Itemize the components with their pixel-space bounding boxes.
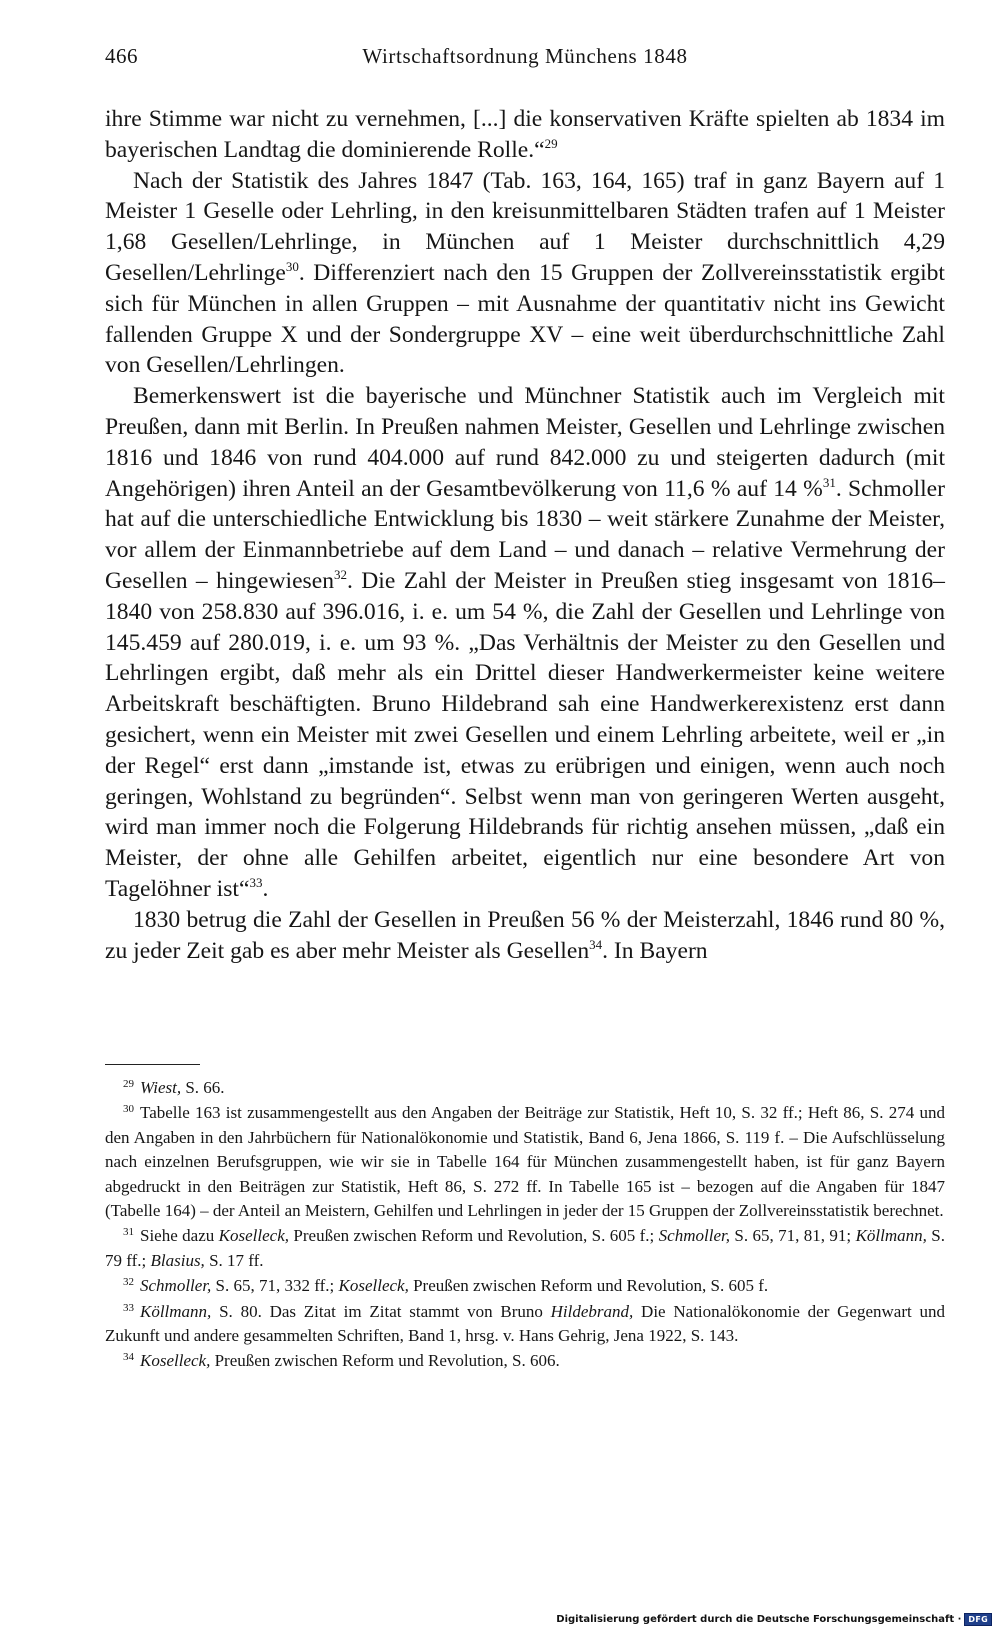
- author-name: Wiest,: [140, 1078, 182, 1097]
- dfg-logo: DFG: [964, 1613, 992, 1626]
- paragraph-text: 1830 betrug die Zahl der Gesellen in Preußen 56 % der Meisterzahl, 1846 rund 80 %, zu jeder Zeit gab es aber mehr Meister als Gesellen: [105, 906, 945, 964]
- footnote-separator: [105, 1064, 200, 1065]
- author-name: Koselleck,: [338, 1276, 409, 1296]
- paragraph-text: ihre Stimme war nicht zu vernehmen, [...] die konservativen Kräfte spielten ab 1834 im bayerischen Landtag die dominierende Rolle.“: [105, 106, 945, 163]
- footnote-text: Siehe dazu: [140, 1226, 219, 1246]
- page-header: [105, 44, 945, 80]
- footnote-text: S. 66.: [181, 1078, 225, 1097]
- main-text: [105, 104, 945, 966]
- footnote-text: S. 79 ff.;: [105, 1226, 945, 1270]
- paragraph-text: Nach der Statistik des Jahres 1847 (Tab. 163, 164, 165) traf in ganz Bayern auf 1 Meister 1 Geselle oder Lehrling, in den kreisunmittelbaren Städten trafen auf 1 Meister 1,68 Gesellen/Lehrlinge, in München auf 1 Meister durchschnittlich 4,29 Gesellen/Lehrlinge: [105, 167, 945, 286]
- author-name: Blasius,: [150, 1250, 205, 1270]
- footnote: [105, 1300, 945, 1349]
- footnote-number: 33: [123, 1301, 134, 1314]
- footnote-text: Preußen zwischen Reform und Revolution, S. 606.: [210, 1351, 560, 1371]
- credit-text: Digitalisierung gefördert durch die Deutsche Forschungsgemeinschaft ·: [556, 1614, 962, 1625]
- footnote-text: S. 80. Das Zitat im Zitat stammt von Bruno: [211, 1301, 551, 1321]
- author-name: Hildebrand,: [550, 1301, 634, 1321]
- footnote-number: 32: [123, 1276, 134, 1289]
- paragraph: [105, 104, 945, 166]
- footnote-ref: 31: [822, 474, 836, 490]
- footnote: [105, 1101, 945, 1223]
- footnote-ref: 33: [249, 874, 263, 890]
- digitization-credit: [556, 1613, 992, 1626]
- paragraph: [105, 381, 945, 905]
- footnote-text: Die Nationalökonomie der Gegenwart und Zukunft und andere gesammelten Schriften, Band 1, hrsg. v. Hans Gehrig, Jena 1922, S. 143.: [105, 1301, 946, 1346]
- author-name: Köllmann,: [140, 1301, 212, 1321]
- footnote-text: S. 65, 71, 332 ff.;: [211, 1276, 339, 1296]
- paragraph: [105, 166, 945, 382]
- footnote-text: Tabelle 163 ist zusammengestellt aus den Angaben der Beiträge zur Statistik, Heft 10, S. 32 ff.; Heft 86, S. 274 und den Angaben in den Jahrbüchern für Nationalökonomie und Statistik, Band 6, Jena 1866, S. 119 f. – Die Aufschlüsselung nach einzelnen Berufsgruppen, wie wir sie in Tabelle 164 für München zusammengestellt haben, ist für ganz Bayern abgedruckt in den Beiträgen zur Statistik, Heft 86, S. 272 ff. In Tabelle 165 ist – bezogen auf die Angaben für 1847 (Tabelle 164) – der Anteil an Meistern, Gehilfen und Lehrlingen in jeder der 15 Gruppen der Zollvereinsstatistik berechnet.: [105, 1103, 945, 1221]
- paragraph-text: . Schmoller hat auf die unterschiedliche Entwicklung bis 1830 – weit stärkere Zunahme der Meister, vor allem der Einmannbetriebe auf dem Land – und danach – relative Vermehrung der Gesellen – hingewiesen: [105, 475, 945, 594]
- footnote-text: S. 65, 71, 81, 91;: [729, 1226, 856, 1246]
- paragraph-text: . Die Zahl der Meister in Preußen stieg insgesamt von 1816–1840 von 258.830 auf 396.016, i. e. um 54 %, die Zahl der Gesellen und Lehrlinge von 145.459 auf 280.019, i. e. um 93 %. „Das Verhältnis der Meister zu den Gesellen und Lehrlingen ergibt, daß mehr als ein Drittel dieser Handwerkermeister keine weitere Arbeitskraft beschäftigten. Bruno Hildebrand sah eine Handwerkerexistenz erst dann gesichert, wenn ein Meister mit zwei Gesellen und einem Lehrling arbeitete, weil er „in der Regel“ erst dann „imstande ist, etwas zu erübrigen und einigen, wenn auch noch geringen, Wohlstand zu begründen“. Selbst wenn man von geringeren Werten ausgeht, wird man immer noch die Folgerung Hildebrands für richtig ansehen müssen, „daß ein Meister, der ohne alle Gehilfen arbeitet, eigentlich nur eine besondere Art von Tagelöhner ist“: [105, 567, 945, 902]
- author-name: Schmoller,: [658, 1226, 730, 1246]
- footnote-text: S. 17 ff.: [204, 1250, 264, 1270]
- author-name: Köllmann,: [855, 1226, 927, 1246]
- footnote: [105, 1076, 945, 1100]
- paragraph-text: . Differenziert nach den 15 Gruppen der Zollvereinsstatistik ergibt sich für München in allen Gruppen – mit Ausnahme der quantitativ nicht ins Gewicht fallenden Gruppe X und der Sondergruppe XV – eine weit überdurchschnittliche Zahl von Gesellen/Lehrlingen.: [105, 259, 945, 379]
- author-name: Koselleck,: [140, 1351, 211, 1371]
- paragraph-text: Bemerkenswert ist die bayerische und Münchner Statistik auch im Vergleich mit Preußen, dann mit Berlin. In Preußen nahmen Meister, Gesellen und Lehrlinge zwischen 1816 und 1846 von rund 404.000 auf rund 842.000 zu und steigerten dadurch (mit Angehörigen) ihren Anteil an der Gesamtbevölkerung von 11,6 % auf 14 %: [105, 383, 945, 502]
- footnote: [105, 1224, 945, 1273]
- footnote-number: 30: [123, 1103, 134, 1116]
- author-name: Schmoller,: [140, 1276, 212, 1296]
- footnote-number: 29: [123, 1078, 134, 1090]
- footnote-ref: 32: [334, 566, 347, 582]
- paragraph: [105, 905, 945, 967]
- page-number: 466: [105, 44, 138, 68]
- footnote-ref: 34: [589, 936, 603, 952]
- footnote-number: 34: [123, 1351, 134, 1364]
- footnote: [105, 1274, 945, 1298]
- running-title: Wirtschaftsordnung Münchens 1848: [362, 44, 688, 68]
- footnote: [105, 1349, 945, 1373]
- paragraph-text: . In Bayern: [602, 937, 708, 964]
- footnote-text: Preußen zwischen Reform und Revolution, S. 605 f.: [408, 1276, 769, 1296]
- author-name: Koselleck,: [218, 1226, 290, 1246]
- paragraph-text: .: [262, 875, 269, 902]
- footnote-number: 31: [123, 1226, 134, 1239]
- footnotes: [105, 1076, 945, 1375]
- footnote-ref: 29: [544, 135, 558, 151]
- footnote-ref: 30: [285, 258, 299, 274]
- footnote-text: Preußen zwischen Reform und Revolution, S. 605 f.;: [289, 1226, 659, 1246]
